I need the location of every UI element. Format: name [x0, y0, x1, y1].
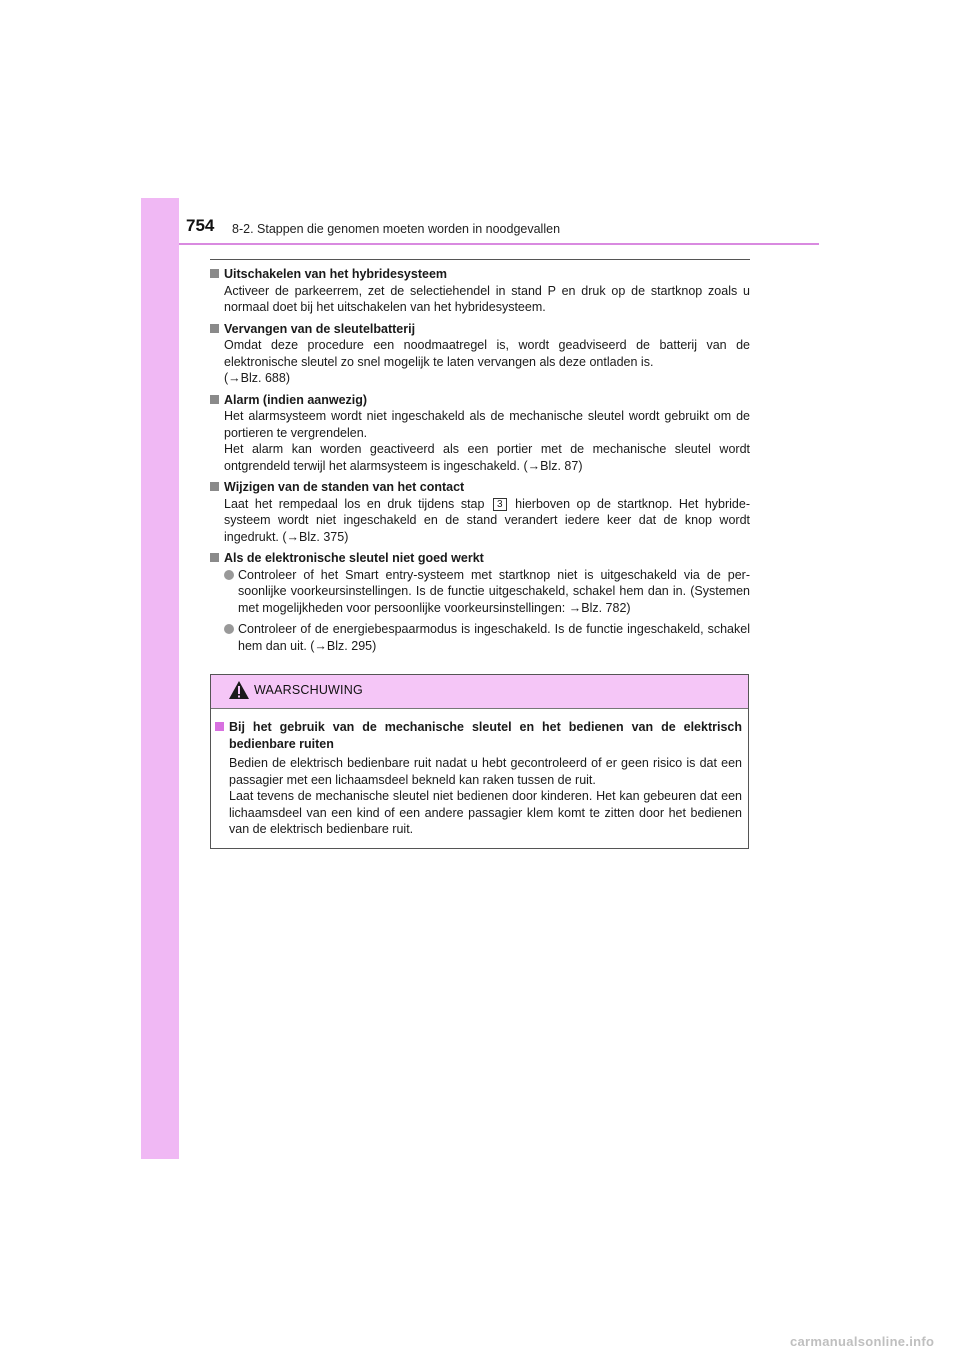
section-paragraph: Activeer de parkeerrem, zet de selectiehendel in stand P en druk op de startknop zoals u normaal doet bij het uitschakelen van het hybridesysteem. — [224, 283, 750, 314]
round-bullet-icon — [224, 570, 234, 580]
list-item: Controleer of het Smart entry-systeem met startknop niet is uitgeschakeld via de per-soonlijke voorkeursinstellingen. Is de functie uitgeschakeld, schakel hem dan in. (Systemen met mogelijkheden voor persoonlijke voorkeursinstellingen: →Blz. 782) — [210, 567, 750, 617]
square-bullet-icon — [210, 269, 219, 278]
section-shutdown — [210, 266, 750, 316]
section-heading: Wijzigen van de standen van het contact — [224, 480, 465, 494]
section-key-malfunction — [210, 550, 750, 654]
section-battery — [210, 321, 750, 387]
section-heading: Uitschakelen van het hybridesysteem — [224, 267, 448, 281]
warning-box — [210, 674, 749, 849]
chapter-side-band — [141, 198, 179, 1159]
page-number: 754 — [186, 216, 215, 235]
section-heading: Vervangen van de sleutelbatterij — [224, 321, 416, 336]
content-divider — [210, 259, 750, 260]
square-bullet-icon — [210, 482, 219, 491]
section-paragraph: Het alarmsysteem wordt niet ingeschakeld als de mechanische sleutel wordt gebruikt om de portieren te vergrendelen. — [224, 409, 750, 440]
header-divider — [179, 243, 819, 245]
section-ignition-modes — [210, 479, 750, 545]
warning-paragraph: Bedien de elektrisch bedienbare ruit nadat u hebt gecontroleerd of er geen risico is dat een passagier met een lichaamsdeel bekneld kan raken tussen de ruit. — [229, 756, 742, 787]
step-number-badge: 3 — [493, 498, 507, 511]
section-paragraph: Het alarm kan worden geactiveerd als een portier met de mechanische sleutel wordt ontgrendeld terwijl het alarmsysteem is ingeschakeld. (→Blz. 87) — [224, 442, 750, 473]
watermark: carmanualsonline.info — [790, 1334, 935, 1349]
section-alarm — [210, 392, 750, 475]
warning-triangle-icon — [228, 680, 250, 700]
warning-title: WAARSCHUWING — [254, 683, 363, 697]
section-paragraph: Laat het rempedaal los en druk tijdens stap 3 hierboven op de startknop. Het hybride-systeem wordt niet ingeschakeld en de stand verandert iedere keer dat de knop wordt ingedrukt. (→Blz. 375) — [224, 496, 751, 544]
page-header-title: 8-2. Stappen die genomen moeten worden in noodgevallen — [232, 222, 561, 236]
warning-paragraph: Laat tevens de mechanische sleutel niet bedienen door kinderen. Het kan gebeuren dat een lichaamsdeel van een kind of een andere passagier klem komt te zitten door het bedienen van de elektrisch bedienbare ruit. — [229, 789, 742, 836]
square-bullet-icon — [215, 722, 224, 731]
warning-header — [211, 675, 748, 709]
content-area — [210, 266, 750, 659]
list-item: Controleer of de energiebespaarmodus is ingeschakeld. Is de functie ingeschakeld, schakel hem dan uit. (→Blz. 295) — [210, 621, 750, 654]
square-bullet-icon — [210, 324, 219, 333]
section-paragraph: Omdat deze procedure een noodmaatregel is, wordt geadviseerd de batterij van de elektronische sleutel zo snel mogelijk te laten vervangen als deze ontladen is. — [224, 338, 750, 369]
section-heading: Alarm (indien aanwezig) — [224, 392, 368, 407]
square-bullet-icon — [210, 553, 219, 562]
page-reference: (→Blz. 688) — [224, 371, 290, 385]
square-bullet-icon — [210, 395, 219, 404]
section-heading: Als de elektronische sleutel niet goed werkt — [224, 551, 484, 565]
warning-heading: Bij het gebruik van de mechanische sleutel en het bedienen van de elektrisch bedienbare ruiten — [229, 720, 742, 751]
round-bullet-icon — [224, 624, 234, 634]
